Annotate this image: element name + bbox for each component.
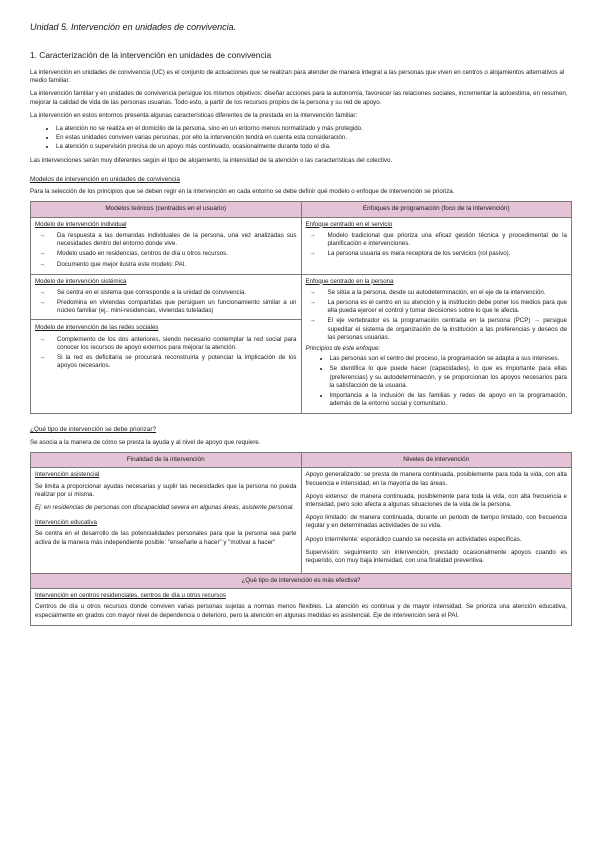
level-item: Apoyo extenso: de manera continuada, posiblemente para toda la vida, con alta frecuencia e intensidad, pero solo afecta a algunas situaciones de la vida de la persona. — [305, 492, 567, 508]
list-item: → Complemento de los dos anteriores, siendo necesario contemplar la red social para conocer los recursos de apoyo externos para mejorar la atención. — [37, 336, 297, 352]
models-intro: Para la selección de los principios que se deben regir en la intervención en cada entorno se debe definir qué modelo o enfoque de intervención se prioriza. — [30, 188, 455, 196]
service-approach-cell — [301, 217, 572, 274]
intro-paragraph-1: La intervención en unidades de convivencia (UC) es el conjunto de actuaciones que se realizan para atender de manera integral a las personas que viven en centros o alojamientos alternativos al medio familiar. — [30, 68, 565, 85]
list-item: → Da respuesta a las demandas individuales de la persona, una vez analizadas sus necesidades dentro del entorno donde vive. — [37, 232, 297, 248]
levels-cell — [301, 468, 572, 574]
purpose-cell — [31, 468, 302, 574]
intro-paragraph-3: La intervención en estos entornos presenta algunas características diferentes de la prestada en la intervención familiar: — [30, 111, 358, 119]
divider — [31, 319, 301, 320]
models-col-left-header: Modelos teóricos (centrados en el usuario) — [31, 202, 302, 217]
list-item: → El eje vertebrador es la programación centrada en la persona (PCP) → persigue supeditar el sistema de organización de la institución a las preferencias y deseos de las personas usuarias. — [308, 317, 568, 342]
list-item: → La persona usuaria es mera receptora de los servicios (rol pasivo). — [308, 250, 568, 258]
individual-model-cell — [31, 217, 302, 274]
level-item: Apoyo generalizado: se presta de manera continuada, posiblemente para toda la vida, con alta frecuencia e intensidad, en la mayoría de las áreas. — [305, 471, 567, 487]
educational-text: Se centra en el desarrollo de las potencialidades personales para que la persona sea parte activa de la manera más independiente posible: "enseñarle a hacer" y "motivar a hacer" — [35, 530, 297, 546]
list-item: • En estas unidades conviven varias personas, por ello la intervención tendrá en cuenta esta consideración. — [56, 134, 572, 142]
models-heading: Modelos de intervención en unidades de convivencia — [30, 175, 180, 183]
person-approach-cell — [301, 274, 572, 414]
priority-table — [30, 452, 572, 626]
list-item: → Documento que mejor ilustra este modelo: PAI. — [37, 261, 297, 269]
residential-title: Intervención en centros residenciales, centros de día u otros recursos — [35, 592, 226, 600]
level-item: Supervisión: seguimiento sin intervención, prestado ocasionalmente apoyos cuando es requerido, con muy baja intensidad, con una finalidad preventiva. — [305, 548, 567, 564]
models-col-right-header: Enfoques de programación (foco de la intervención) — [301, 202, 572, 217]
section-title: 1. Caracterización de la intervención en unidades de convivencia — [30, 49, 272, 60]
list-item: → Si la red es deficitaria se procurará reconstruirla y potenciar la implicación de los apoyos necesarios. — [37, 354, 297, 370]
priority-col-left-header: Finalidad de la intervención — [31, 452, 302, 467]
unit-title: Unidad 5. Intervención en unidades de convivencia. — [30, 22, 237, 32]
list-item: • La atención o supervisión precisa de un apoyo más continuado, ocasionalmente durante todo el día. — [56, 143, 572, 151]
service-approach-title: Enfoque centrado en el servicio — [305, 220, 393, 228]
individual-model-title: Modelo de intervención individual — [35, 220, 127, 228]
list-item: → Se centra en el sistema que corresponde a la unidad de convivencia. — [37, 289, 297, 297]
priority-question: ¿Qué tipo de intervención se debe priorizar? — [30, 426, 157, 434]
characteristics-list — [56, 125, 572, 152]
level-item: Apoyo intermitente: esporádico cuando se necesita en actividades específicas. — [305, 535, 522, 543]
list-item: → Se sitúa a la persona, desde su autodeterminación, en el eje de la intervención. — [308, 289, 568, 297]
educational-title: Intervención educativa — [35, 519, 97, 527]
list-item: • Se identifica lo que puede hacer (capacidades), lo que es importante para ellas (preferencias) y su autodeterminación, y se proporcionan los apoyos necesarios para la satisfacción de la usuaria. — [330, 365, 568, 390]
assistance-example: Ej: en residencias de personas con discapacidad severa en algunas áreas, asistente personal. — [35, 503, 295, 511]
list-item: • Las personas son el centro del proceso, la programación se adapta a sus intereses. — [330, 355, 568, 363]
priority-col-right-header: Niveles de intervención — [301, 452, 572, 467]
networks-model-title: Modelo de intervención de las redes sociales — [35, 324, 159, 332]
list-item: → Modelo tradicional que prioriza una eficaz gestión técnica y procedimental de la planificación e intervenciones. — [308, 232, 568, 248]
list-item: • Importancia a la inclusión de las familias y redes de apoyo en la programación, además de la entorno social y comunitario. — [330, 392, 568, 408]
residential-text: Centros de día u otros recursos donde conviven varias personas sujetas a normas menos flexibles. La atención es continua y de mayor intensidad. Se prioriza una atención educativa, especialmente en grados con mayor nivel de dependencia o deterioro, pero la atención en algunas medidas es asistencial. Eje de intervención será el PAI. — [35, 603, 567, 619]
principles-label: Principios de este enfoque: — [305, 345, 381, 352]
person-approach-title: Enfoque centrado en la persona — [305, 277, 394, 285]
intro-paragraph-2: La intervención familiar y en unidades de convivencia persigue los mismos objetivos: diseñar acciones para la autonomía, favorecer las relaciones sociales, incrementar la autoestima, en resumen, mejorar la calidad de vida de las personas usuarias. Todo esto, a partir de los recursos propios de la persona y su red de apoyo. — [30, 90, 568, 106]
effective-question: ¿Qué tipo de intervención es más efectiva? — [31, 574, 572, 589]
list-item: → Modelo usado en residencias, centros de día u otros recursos. — [37, 250, 297, 258]
assistance-text: Se limita a proporcionar ayudas necesarias y suplir las necesidades que la persona no pueda realizar por sí misma. — [35, 482, 297, 498]
intro-paragraph-4: Las intervenciones serán muy diferentes según el tipo de alojamiento, la intensidad de la atención o las características del colectivo. — [30, 157, 393, 165]
models-table — [30, 201, 572, 414]
list-item: • La atención no se realiza en el domicilio de la persona, sino en un entorno menos normalizado y más protegido. — [56, 125, 572, 133]
systemic-model-title: Modelo de intervención sistémica — [35, 277, 127, 285]
list-item: → La persona es el centro en su atención y la institución debe poner los medios para que ella pueda ejercer el control y tomar decisiones sobre lo que le afecta. — [308, 299, 568, 315]
assistance-title: Intervención asistencial — [35, 471, 100, 479]
systemic-model-cell — [31, 274, 302, 414]
residential-cell — [31, 589, 572, 626]
level-item: Apoyo limitado: de manera continuada, durante un periodo de tiempo limitado, con frecuencia regular y en determinadas actividades de su vida. — [305, 514, 567, 530]
list-item: → Predomina en viviendas compartidas que persiguen un funcionamiento similar a un núcleo familiar (ej.: mini-residencias, viviendas tuteladas) — [37, 299, 297, 315]
priority-intro: Se asocia a la manera de cómo se presta la ayuda y al nivel de apoyo que requiere. — [30, 438, 261, 446]
